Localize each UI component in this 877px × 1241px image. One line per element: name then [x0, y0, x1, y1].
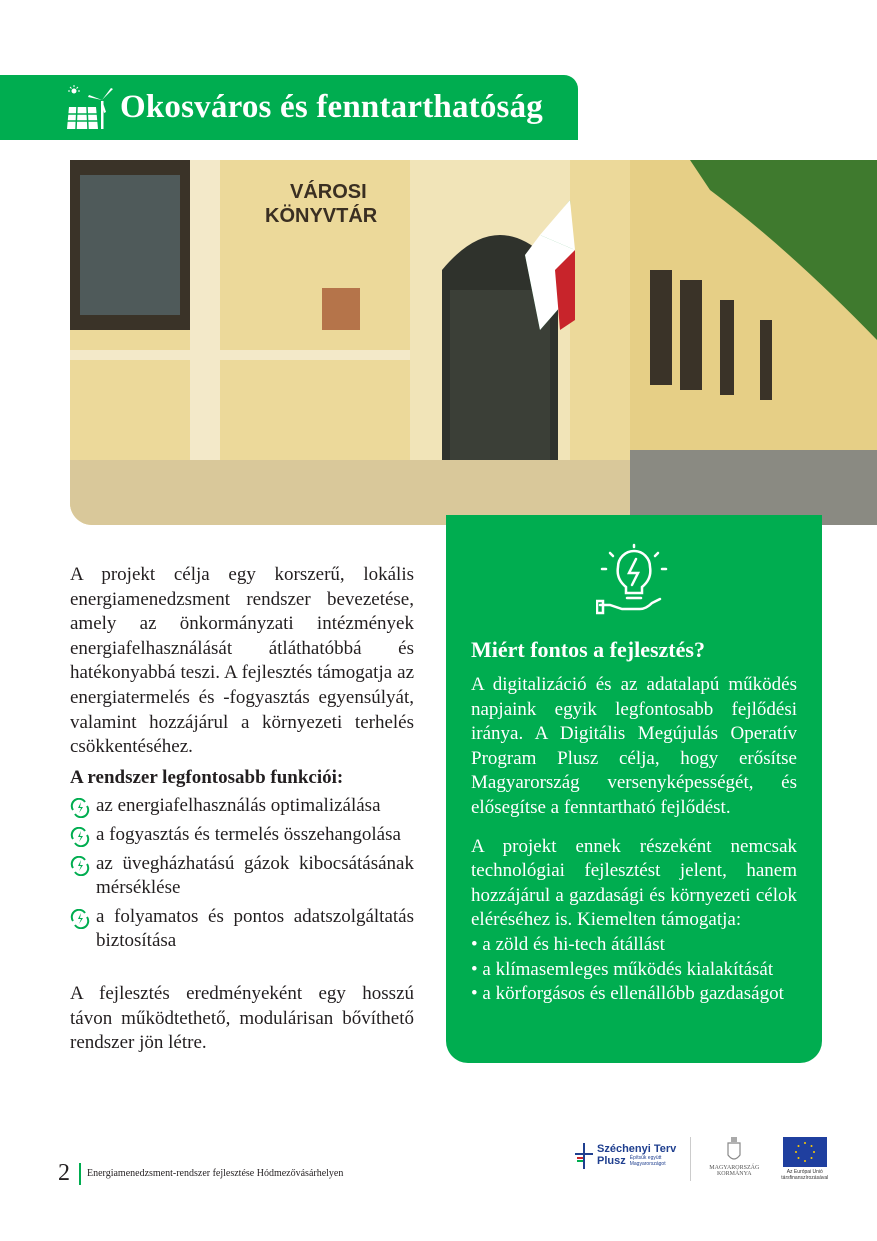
footer-divider: [79, 1163, 81, 1185]
solar-wind-icon: [66, 85, 114, 131]
energy-cycle-icon: [70, 827, 90, 847]
energy-cycle-icon: [70, 909, 90, 929]
funding-logos: [573, 1137, 828, 1181]
left-column: [70, 563, 414, 1056]
info-box: [446, 515, 822, 1063]
lightbulb-hand-icon: [596, 543, 672, 615]
library-building-image: [70, 160, 877, 525]
energy-cycle-icon: [70, 798, 90, 818]
hungarian-government-logo: MAGYARORSZÁG KORMÁNYA: [709, 1137, 759, 1177]
box-paragraph-2: A projekt ennek részeként nemcsak technológiai fejlesztést jelent, hanem hozzájárul a gazdasági és környezeti célok eléréséhez is. Kiemelten támogatja:: [471, 835, 797, 931]
eu-flag-icon: [783, 1137, 827, 1167]
coat-of-arms-icon: [726, 1137, 742, 1163]
list-item: az energiafelhasználás optimalizálása: [70, 794, 414, 819]
footer-title: Energiamenedzsment-rendszer fejlesztése Hódmezővásárhelyen: [87, 1168, 344, 1179]
page-number: 2: [58, 1160, 70, 1186]
page-title: Okosváros és fenntarthatóság: [120, 89, 543, 125]
intro-paragraph: A projekt célja egy korszerű, lokális energiamenedzsment rendszer bevezetése, amely az önkormányzati intézmények energiafelhasználását átláthatóbbá és hatékonyabbá teszi. A fejlesztés támogatja az energiatermelés és -fogyasztás egyensúlyát, valamint hozzájárul a környezeti terhelés csökkentéséhez.: [70, 564, 414, 758]
energy-cycle-icon: [70, 856, 90, 876]
features-heading: A rendszer legfontosabb funkciói:: [70, 766, 344, 788]
footer: [58, 1160, 343, 1187]
list-item: • a zöld és hi-tech átállást: [471, 933, 797, 958]
eu-logo: Az Európai Unió társfinanszírozásával: [781, 1137, 828, 1181]
sign-line1: VÁROSI: [290, 181, 367, 203]
box-paragraph-1: A digitalizáció és az adatalapú működés napjaink egyik legfontosabb fejlődési iránya. A Digitális Megújulás Operatív Program Plusz célja, hogy erősítse Magyarország versenyképességét, és elősegítse a fenntartható fejlődést.: [471, 674, 797, 818]
szechenyi-logo: Széchenyi Terv Plusz Építsük együtt Magyarországot: [573, 1143, 676, 1169]
outro-paragraph: A fejlesztés eredményeként egy hosszú távon működtethető, modulárisan bővíthető rendszer jön létre.: [70, 982, 414, 1054]
list-item: • a klímasemleges működés kialakítását: [471, 958, 797, 983]
sign-line2: KÖNYVTÁR: [265, 205, 378, 227]
list-item: a fogyasztás és termelés összehangolása: [70, 823, 414, 848]
box-title: Miért fontos a fejlesztés?: [471, 637, 705, 662]
section-header: [0, 75, 578, 140]
features-list: [70, 794, 414, 954]
list-item: a folyamatos és pontos adatszolgáltatás biztosítása: [70, 905, 414, 954]
list-item: az üvegházhatású gázok kibocsátásának mérséklése: [70, 852, 414, 901]
library-photo: [70, 160, 877, 525]
box-bullet-list: [471, 933, 797, 1007]
szechenyi-cross-icon: [573, 1143, 595, 1169]
list-item: • a körforgásos és ellenállóbb gazdaságot: [471, 982, 797, 1007]
